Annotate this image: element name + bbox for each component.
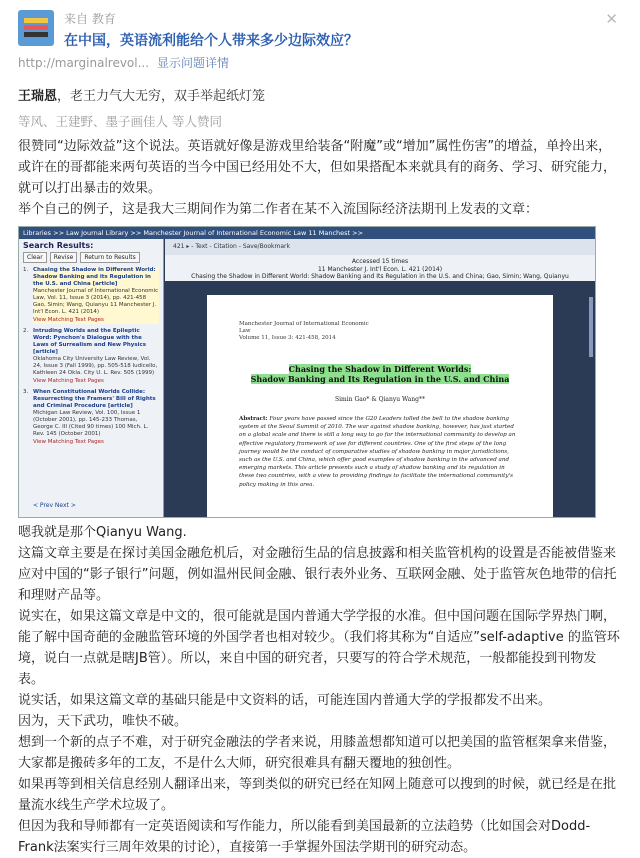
body-paragraph-2: 这篇文章主要是在探讨美国金融危机后，对金融衍生品的信息披露和相关监管机构的设置是否能被借鉴来应对中国的“影子银行”问题，例如温州民间金融、银行表外业务、互联网金融、处于监管灰色地带的信托和理财产品等。 [18,546,617,603]
viewer-toolbar: 421 ▸ - Text - Citation - Save/Bookmark [165,239,595,255]
document-page [207,295,553,517]
search-results-title: Search Results: [23,241,94,250]
revise-button: Revise [50,252,78,263]
return-button: Return to Results [80,252,139,263]
body-paragraph-3: 说实在，如果这篇文章是中文的，很可能就是国内普通大学学报的水准。但中国问题在国际学界热门啊，能了解中国奇葩的金融监管环境的外国学者也相对较少。（我们将其称为“自适应”self-adaptive 的监管环境，说白一点就是瞎JB管）。所以，来自中国的研究者，只要写的符合学术规范，一般都能投到刊物发表。 [18,609,620,687]
question-url[interactable]: http://marginalrevol... [18,56,150,70]
search-result-item: 1. Chasing the Shadow in Different World: Shadow Banking and its Regulation in the U.S. and China [article] Manchester Journal of International Economic Law, Vol. 11, Issue 3 (2014), pp. 421-458 Gao, Simin; Wang, Quianyu 11 Manchester J. Int'l Econ. L. 421 (2014) View Matching Text Pages [23,267,159,323]
topic-logo[interactable] [18,10,54,46]
viewer-scrollbar [589,297,593,357]
clear-button: Clear [23,252,47,263]
topic-source[interactable]: 来自 教育 [64,12,116,26]
body-paragraph-6: 想到一个新的点子不难，对于研究金融法的学者来说，用膝盖想都知道可以把美国的监管框架拿来借鉴，大家都是搬砖多年的工友，不是什么大师，研究很难具有翻天覆地的独创性。 [18,735,617,771]
question-url-line [18,54,622,71]
body-paragraph-5: 因为，天下武功，唯快不破。 [18,714,188,729]
answer-header [18,10,622,50]
body-paragraph-1: 嗯我就是那个Qianyu Wang. [18,525,187,540]
embedded-screenshot [18,226,596,518]
close-icon[interactable]: ✕ [605,10,618,28]
body-paragraph-8: 但因为我和导师都有一定英语阅读和写作能力，所以能看到美国最新的立法趋势（比如国会对Dodd-Frank法案实行三周年效果的讨论），直接第一手掌握外国法学期刊的研究动态。 [18,819,591,855]
intro-paragraph-1: 很赞同“边际效益”这个说法。英语就好像是游戏里给装备“附魔”或“增加”属性伤害”的增益，单拎出来，或许在的哥都能来两句英语的当今中国已经用处不大，但如果搭配本来就具有的商务、学习、研究能力，就可以打出暴击的效果。 [18,139,617,196]
doc-title: Chasing the Shadow in Different Worlds: Shadow Banking and Its Regulation in the U.S. and China [250,364,510,384]
doc-abstract: Abstract: Four years have passed since the G20 Leaders tolled the bell to the shadow banking system at the Seoul Summit of 2010. The war against shadow banking, however, has just started on a global scale and there is still a long way to go for the international community to develop an effective regulatory framework of use for different countries. One of the first steps of the long journey would be the conduct of comparative studies of shadow banking in major jurisdictions, such as the U.S. and China, which offer good examples of shadow banking in the advanced and emerging markets. This article presents such a study of shadow banking and its regulation in these two countries, with a view to providing findings to facilitate the international community's policy making in this area. [239,416,516,488]
author-bio: ，老王力气大无穷，双手举起纸灯笼 [57,89,266,104]
body-paragraph-4: 说实话，如果这篇文章的基础只能是中文资料的话，可能连国内普通大学的学报都发不出来。 [18,693,552,708]
intro-paragraph-2: 举个自己的例子，这是我大三期间作为第二作者在某不入流国际经济法期刊上发表的文章： [18,202,539,217]
voters-line[interactable]: 等风、王建野、墨子画佳人 等人赞同 [18,114,222,129]
author-line [18,85,622,104]
library-breadcrumb: Libraries >> Law Journal Library >> Manchester Journal of International Economic Law 11 Manchest >> [19,227,595,239]
body-paragraph-7: 如果再等到相关信息经别人翻译出来，等到类似的研究已经在知网上随意可以搜到的时候，就已经是在批量流水线生产学术垃圾了。 [18,777,617,813]
author-name[interactable]: 王瑞恩 [18,89,58,104]
question-title[interactable]: 在中国，英语流利能给个人带来多少边际效应？ [64,33,358,49]
doc-journal: Manchester Journal of International Economic Law Volume 11, Issue 3: 421-458, 2014 [239,321,369,341]
search-result-item: 2. Intruding Worlds and the Epileptic Word: Pynchon's Dialogue with the Laws of Surrealism and New Physics [article] Oklahoma City University Law Review, Vol. 24, Issue 3 (Fall 1999), pp. 505-518 Iudicello, Kathleen 24 Okla. City U. L. Rev. 505 (1999) View Matching Text Pages [23,328,158,384]
search-result-item: 3. When Constitutional Worlds Collide: Resurrecting the Framers' Bill of Rights and Criminal Procedure [article] Michigan Law Review, Vol. 100, Issue 1 (October 2001), pp. 145-233 Thomas, George C. III (Cited 90 times) 100 Mich. L. Rev. 145 (October 2001) View Matching Text Pages [23,389,156,445]
document-viewer [165,239,595,517]
doc-authors: Simin Gao* & Qianyu Wang** [335,396,425,403]
show-detail-link[interactable]: 显示问题详情 [157,56,230,70]
results-nav: < Prev Next > [33,502,76,509]
search-results-panel [19,239,164,517]
viewer-header: Accessed 15 times 11 Manchester J. Int'l Econ. L. 421 (2014) Chasing the Shadow in Different World: Shadow Banking and Its Regulation in the U.S. and China; Gao, Simin; Wang, Quianyu [165,255,595,281]
